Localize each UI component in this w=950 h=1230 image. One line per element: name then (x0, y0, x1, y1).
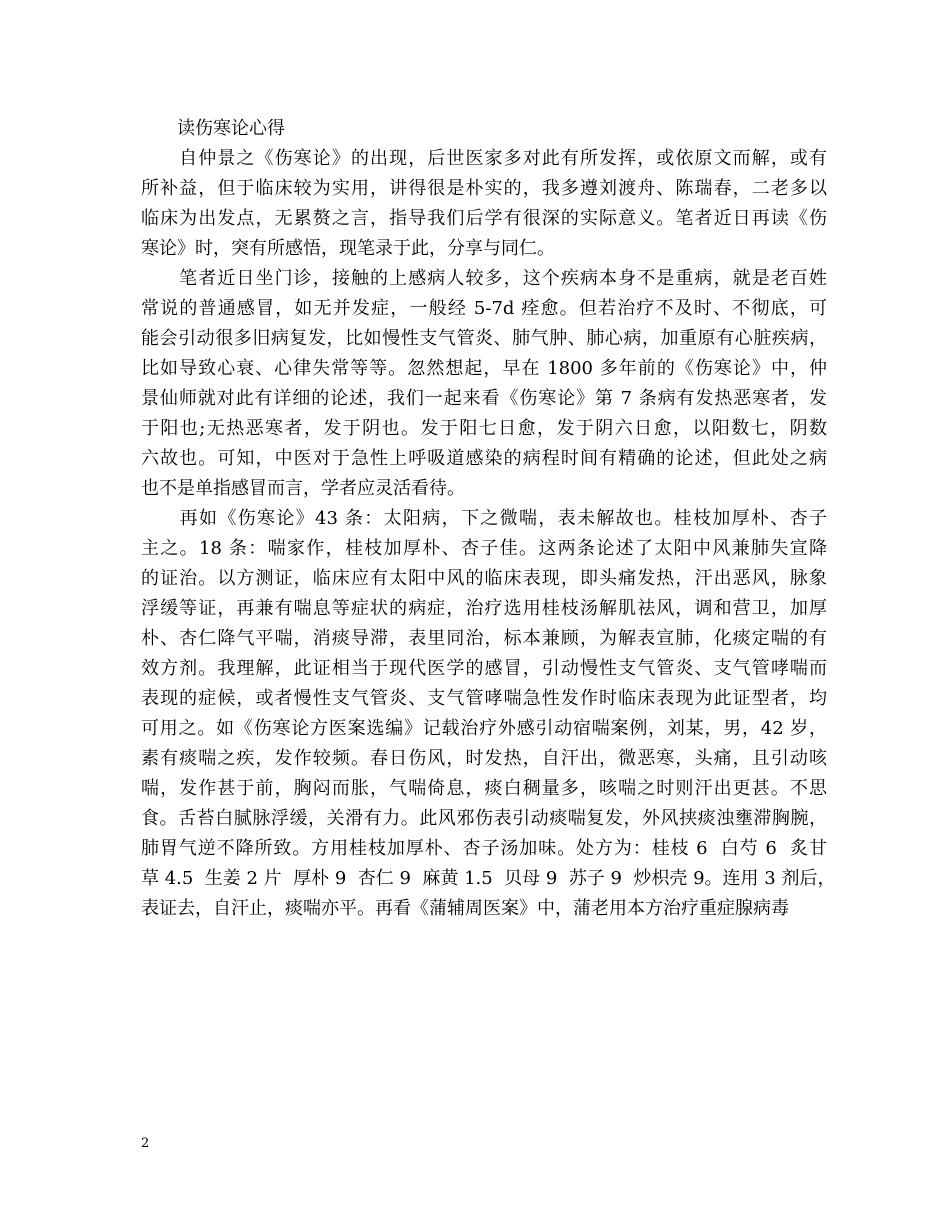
text-line: 临床为出发点，无累赘之言，指导我们后学有很深的实际意义。笔者近日再读《伤 (141, 208, 827, 229)
text-line: 喘，发作甚于前，胸闷而胀，气喘倚息，痰白稠量多，咳喘之时则汗出更甚。不思 (141, 778, 827, 799)
text-line: 景仙师就对此有详细的论述，我们一起来看《伤寒论》第 7 条病有发热恶寒者，发 (141, 388, 827, 409)
text-line: 的证治。以方测证，临床应有太阳中风的临床表现，即头痛发热，汗出恶风，脉象 (141, 568, 827, 589)
text-line: 比如导致心衰、心律失常等等。忽然想起，早在 1800 多年前的《伤寒论》中，仲 (141, 358, 827, 379)
text-line: 自仲景之《伤寒论》的出现，后世医家多对此有所发挥，或依原文而解，或有 (141, 148, 827, 169)
text-line: 表证去，自汗止，痰喘亦平。再看《蒲辅周医案》中，蒲老用本方治疗重症腺病毒 (141, 898, 789, 919)
body-text (141, 114, 836, 924)
text-line: 六故也。可知，中医对于急性上呼吸道感染的病程时间有精确的论述，但此处之病 (141, 448, 827, 469)
text-line: 朴、杏仁降气平喘，消痰导滞，表里同治，标本兼顾，为解表宣肺，化痰定喘的有 (141, 628, 827, 649)
text-line: 笔者近日坐门诊，接触的上感病人较多，这个疾病本身不是重病，就是老百姓 (141, 268, 827, 289)
text-line: 于阳也;无热恶寒者，发于阴也。发于阳七日愈，发于阴六日愈，以阳数七，阴数 (141, 418, 827, 439)
text-line: 再如《伤寒论》43 条：太阳病，下之微喘，表未解故也。桂枝加厚朴、杏子 (141, 508, 827, 529)
text-line: 肺胃气逆不降所致。方用桂枝加厚朴、杏子汤加味。处方为：桂枝 6 白芍 6 炙甘 (141, 838, 827, 859)
text-line: 主之。18 条：喘家作，桂枝加厚朴、杏子佳。这两条论述了太阳中风兼肺失宣降 (141, 538, 827, 559)
text-line: 寒论》时，突有所感悟，现笔录于此，分享与同仁。 (141, 238, 555, 259)
text-line: 常说的普通感冒，如无并发症，一般经 5-7d 痊愈。但若治疗不及时、不彻底，可 (141, 298, 827, 319)
text-line: 能会引动很多旧病复发，比如慢性支气管炎、肺气肿、肺心病，加重原有心脏疾病， (141, 328, 827, 349)
text-line: 表现的症候，或者慢性支气管炎、支气管哮喘急性发作时临床表现为此证型者，均 (141, 688, 827, 709)
text-line: 所补益，但于临床较为实用，讲得很是朴实的，我多遵刘渡舟、陈瑞春，二老多以 (141, 178, 827, 199)
text-line: 可用之。如《伤寒论方医案选编》记载治疗外感引动宿喘案例，刘某，男，42 岁， (141, 718, 827, 739)
text-line: 草 4.5 生姜 2 片 厚朴 9 杏仁 9 麻黄 1.5 贝母 9 苏子 9 炒枳壳 9。连用 3 剂后， (141, 868, 836, 889)
text-line: 效方剂。我理解，此证相当于现代医学的感冒，引动慢性支气管炎、支气管哮喘而 (141, 658, 827, 679)
page-number: 2 (141, 1136, 150, 1151)
text-line: 素有痰喘之疾，发作较频。春日伤风，时发热，自汗出，微恶寒，头痛，且引动咳 (141, 748, 827, 769)
text-line: 也不是单指感冒而言，学者应灵活看待。 (141, 478, 465, 499)
document-title: 读伤寒论心得 (141, 118, 285, 139)
text-line: 浮缓等证，再兼有喘息等症状的病症，治疗选用桂枝汤解肌祛风，调和营卫，加厚 (141, 598, 827, 619)
text-line: 食。舌苔白腻脉浮缓，关滑有力。此风邪伤表引动痰喘复发，外风挟痰浊壅滞胸腕， (141, 808, 827, 829)
